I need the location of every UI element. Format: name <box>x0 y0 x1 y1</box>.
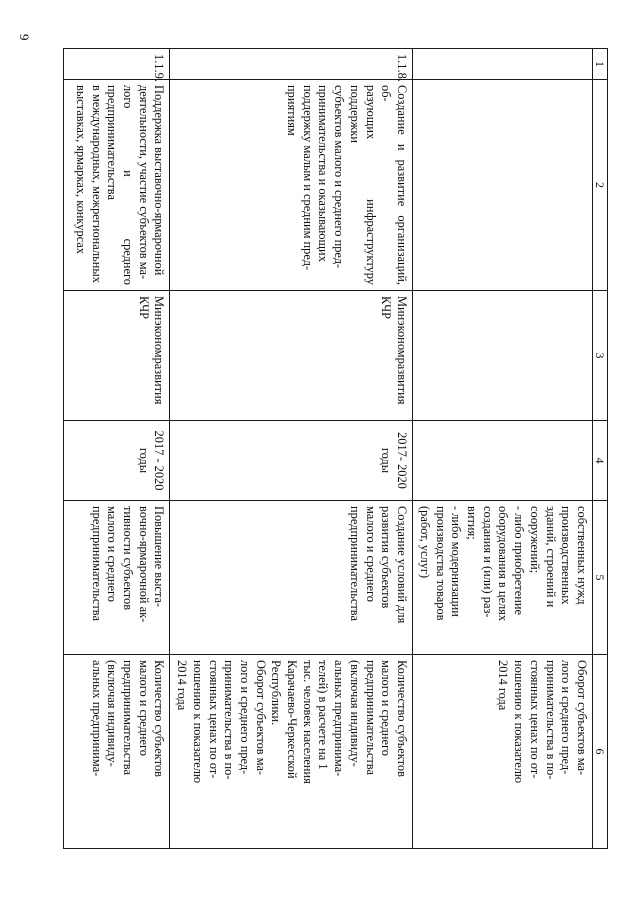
cell-num: 1.1.9. <box>64 49 170 80</box>
cell-activity <box>64 80 170 291</box>
table-row <box>170 49 413 849</box>
cell-period: 2017 - 2020 годы <box>64 421 170 501</box>
cell-line: малого и среднего <box>363 506 378 602</box>
column-header: 1 <box>593 49 608 80</box>
cell-line: лого и среднего пред- <box>559 660 574 775</box>
cell-line: предпринимательства <box>89 506 104 621</box>
cell-line: Создание условий для <box>395 506 409 624</box>
cell-line: стоянных ценах по от- <box>527 660 542 779</box>
cell-line: Количество субъектов <box>395 660 409 777</box>
cell-line: предпринимательства <box>363 660 378 775</box>
cell-line: Создание и развитие организаций, об- <box>379 85 409 285</box>
cell-line: Оборот субъектов ма- <box>575 660 589 776</box>
cell-line: субъектов малого и среднего пред- <box>332 85 347 269</box>
cell-line: телей) в расчете на 1 <box>316 660 331 770</box>
cell-period <box>413 421 593 501</box>
cell-line: 2014 года <box>496 660 511 711</box>
cell-line: альных предпринима- <box>89 660 104 777</box>
column-header: 5 <box>593 501 608 655</box>
cell-num <box>413 49 593 80</box>
cell-line: малого и среднего <box>379 660 394 756</box>
cell-line: - либо приобретение <box>512 506 527 615</box>
table-row <box>64 49 170 849</box>
cell-line: предпринимательства <box>121 660 136 775</box>
cell-line: приятиям <box>285 85 300 136</box>
cell-line: ношению к показателю <box>190 660 205 784</box>
cell-line: предпринимательства <box>347 506 362 621</box>
cell-line: ношению к показателю <box>512 660 527 784</box>
column-header: 6 <box>593 655 608 849</box>
cell-line: принимательства в по- <box>543 660 558 780</box>
cell-line: лого и среднего предпринимательства <box>105 85 136 285</box>
cell-line: тивности субъектов <box>121 506 136 611</box>
page-number: 9 <box>17 34 32 41</box>
cell-line: развития субъектов <box>379 506 394 609</box>
cell-line: разующих инфраструктуру поддержки <box>347 85 378 285</box>
cell-result <box>413 501 593 655</box>
cell-executor <box>413 291 593 421</box>
cell-line: принимательства и оказывающих <box>316 85 331 262</box>
cell-line: в международных, межрегиональных <box>89 85 104 283</box>
cell-activity <box>413 80 593 291</box>
cell-period: 2017- 2020 годы <box>170 421 413 501</box>
cell-line: Карачаево-Черкесской <box>285 660 300 779</box>
cell-executor: Минэкономразвития КЧР <box>64 291 170 421</box>
cell-result <box>64 501 170 655</box>
cell-line: стоянных ценах по от- <box>206 660 221 779</box>
cell-result <box>170 501 413 655</box>
cell-line: Республики. <box>269 660 284 726</box>
cell-line: сооружений; <box>527 506 542 574</box>
table-row <box>413 49 593 849</box>
cell-num: 1.1.8. <box>170 49 413 80</box>
cell-indicator <box>413 655 593 849</box>
cell-line: (работ, услуг) <box>417 506 432 579</box>
cell-line: вития; <box>465 506 480 540</box>
cell-line: производства товаров <box>433 506 448 621</box>
cell-line: зданий, строений и <box>543 506 558 608</box>
cell-line: оборудования в целях <box>496 506 511 622</box>
column-header: 2 <box>593 80 608 291</box>
cell-line: производственных <box>559 506 574 605</box>
cell-line: альных предпринима- <box>332 660 347 777</box>
cell-line: принимательства в по- <box>222 660 237 780</box>
column-header-row <box>593 49 608 849</box>
cell-line: Поддержка выставочно-ярмарочной <box>152 85 167 276</box>
cell-line: поддержку малым и средним пред- <box>300 85 315 271</box>
cell-line: малого и среднего <box>105 506 120 602</box>
rotated-table-container <box>63 48 608 848</box>
cell-line: - либо модернизации <box>449 506 464 617</box>
cell-indicator <box>170 655 413 849</box>
cell-line: тыс. человек населения <box>300 660 315 784</box>
cell-activity <box>170 80 413 291</box>
cell-line: создания и (или) раз- <box>480 506 495 618</box>
cell-line: Повышение выста- <box>152 506 167 608</box>
cell-line: Количество субъектов <box>152 660 167 777</box>
cell-line: Оборот субъектов ма- <box>253 660 268 776</box>
cell-line: выставках, ярмарках, конкурсах <box>73 85 88 254</box>
cell-line: (включая индивиду- <box>347 660 362 767</box>
cell-line: лого и среднего пред- <box>237 660 252 775</box>
cell-line: деятельности, участие субъектов ма- <box>136 85 151 280</box>
cell-line: 2014 года <box>175 660 190 711</box>
cell-executor: Минэкономразвития КЧР <box>170 291 413 421</box>
cell-line: вочно-ярмарочной ак- <box>136 506 151 623</box>
cell-indicator <box>64 655 170 849</box>
cell-line: (включая индивиду- <box>105 660 120 767</box>
column-header: 4 <box>593 421 608 501</box>
measures-table <box>63 48 608 849</box>
column-header: 3 <box>593 291 608 421</box>
cell-line: собственных нужд <box>575 506 589 605</box>
cell-line: малого и среднего <box>136 660 151 756</box>
